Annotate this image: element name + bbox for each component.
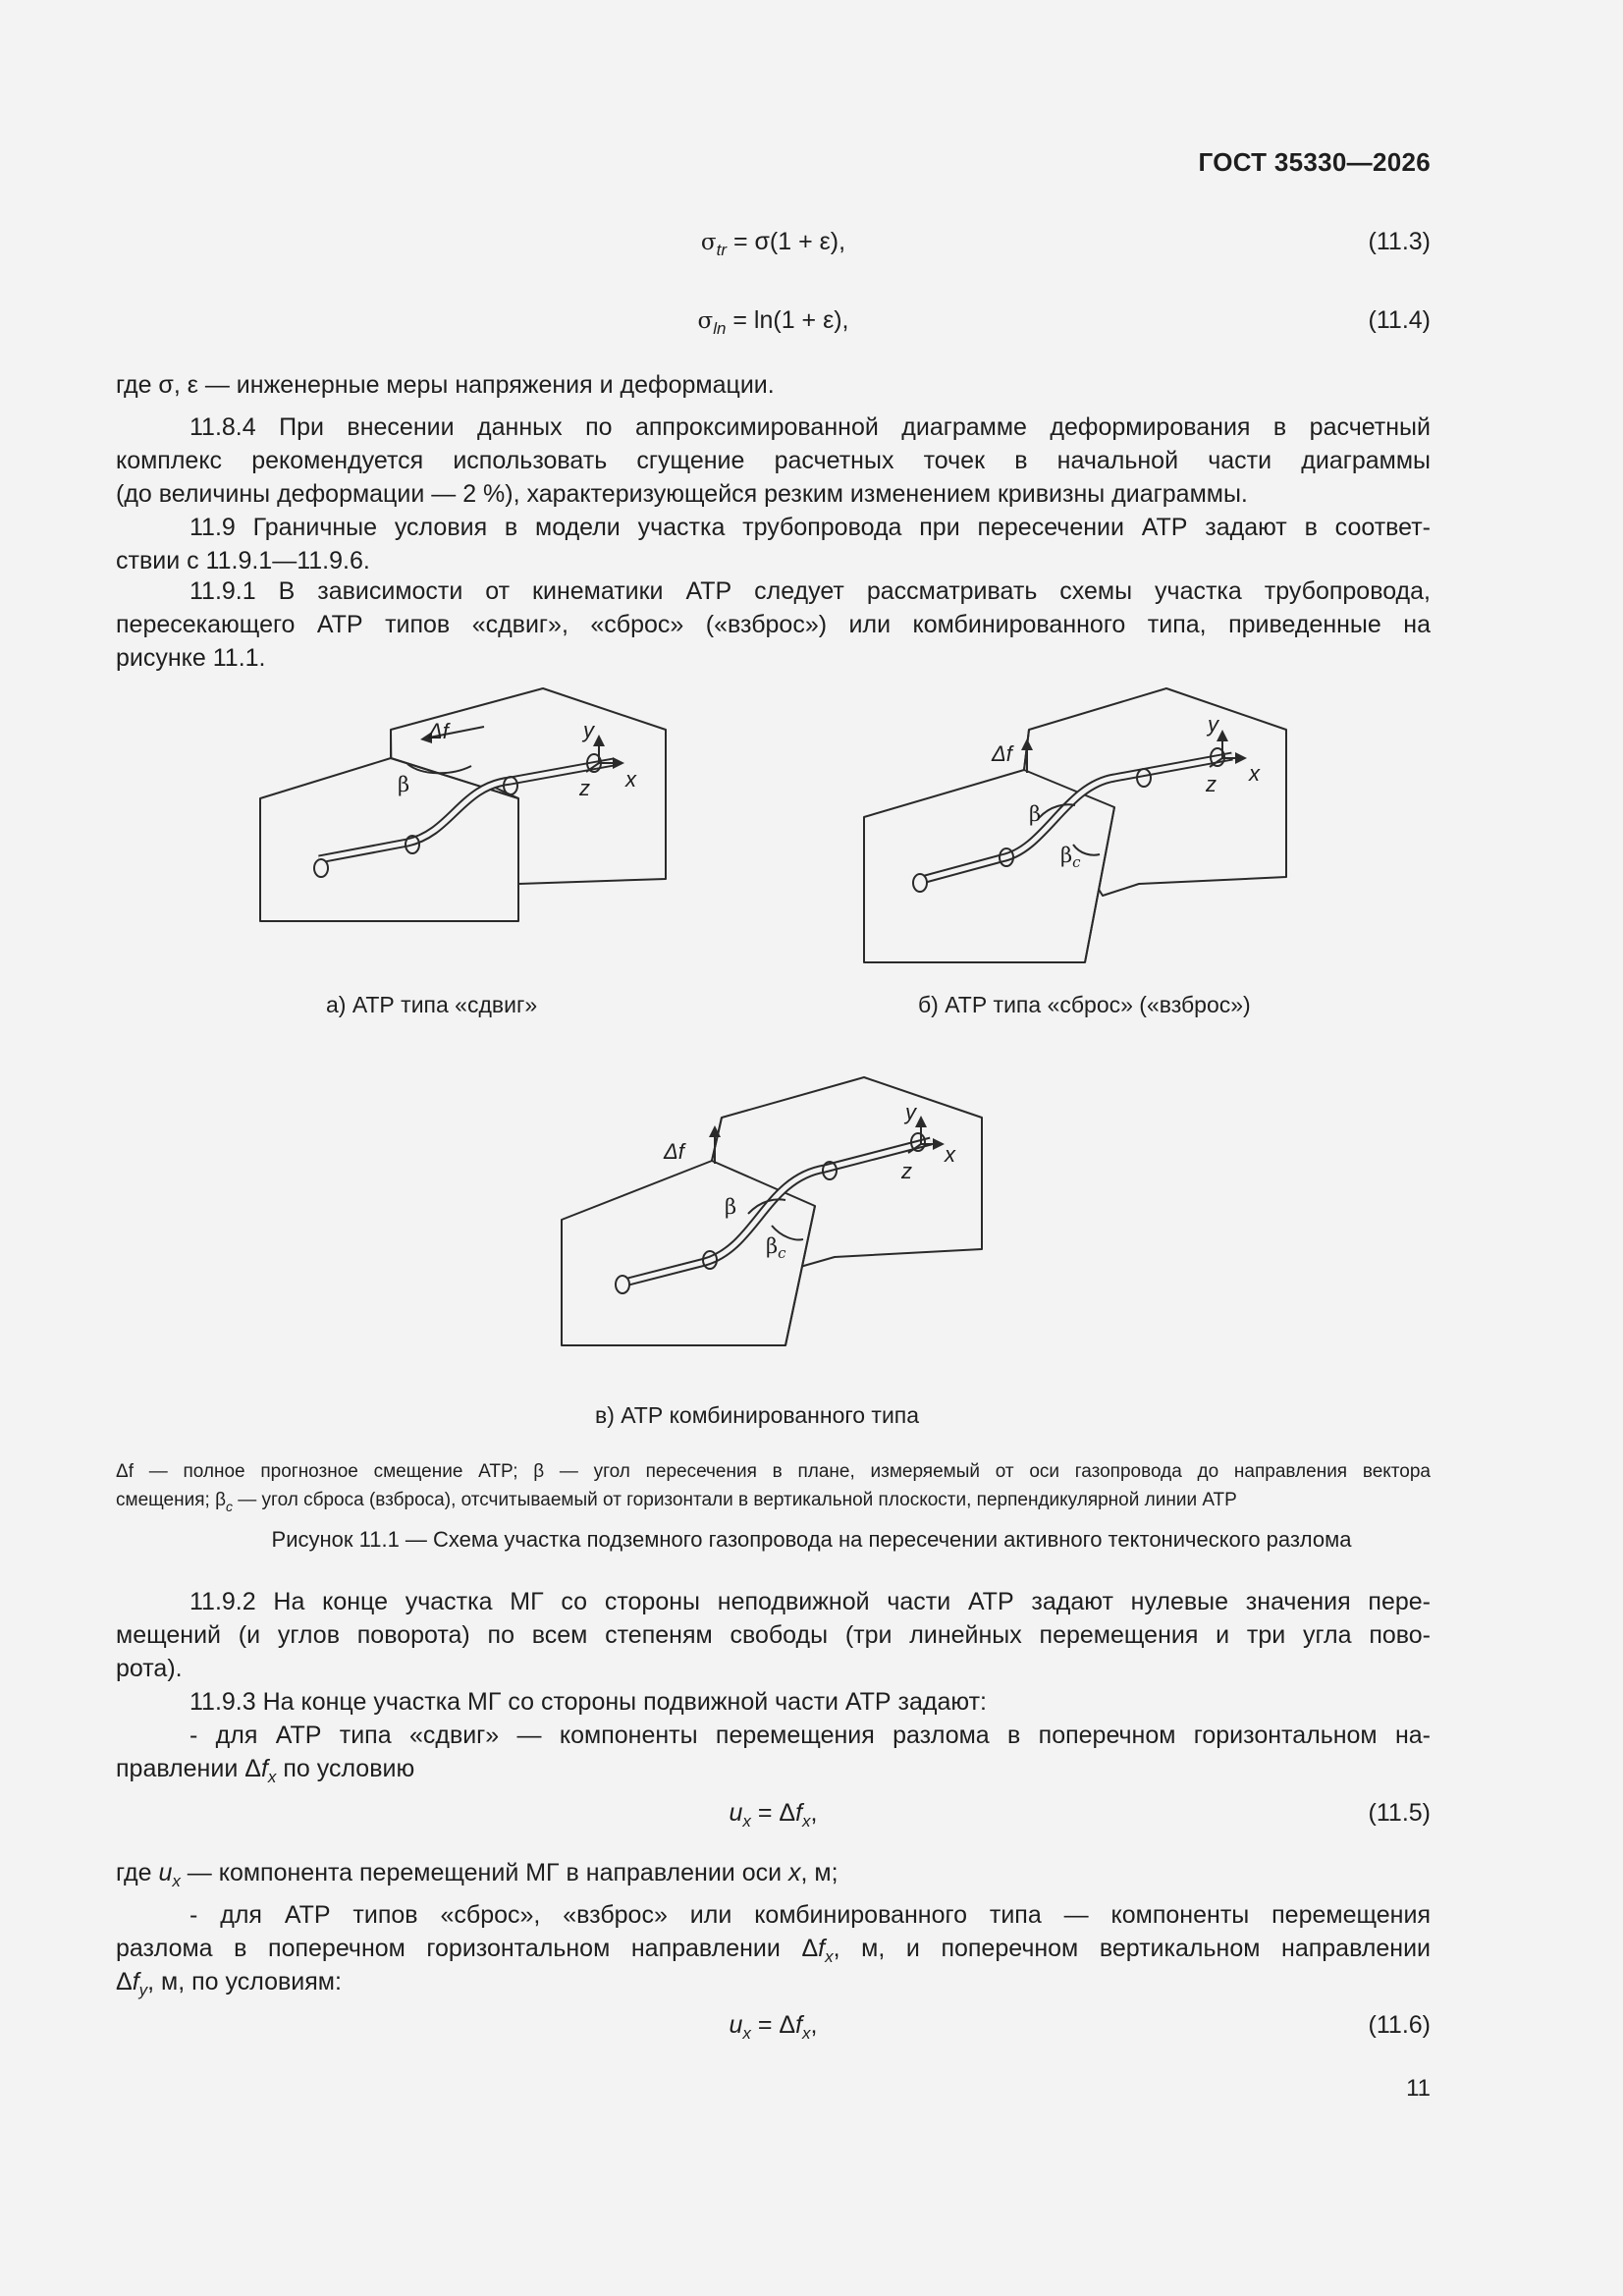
bullet-throw-types: - для АТР типов «сброс», «взброс» или комбинированного типа — компоненты перемещения разлома в поперечном горизонтальном направлении $\Delta f_x$, м, и поперечном вертикальном направлении $\Delta f_y$, м, по условиям:	[116, 1901, 1432, 1999]
caption-a: а) АТР типа «сдвиг»	[326, 992, 538, 1017]
formula-number: (11.4)	[1368, 306, 1431, 334]
diagram-b-throw	[864, 688, 1286, 962]
paragraph-11-9-3: 11.9.3 На конце участка МГ со стороны подвижной части АТР задают: - для АТР типа «сдвиг» — компоненты перемещения разлома в поперечном горизонтальном на- правлении $\Delta f_x$ по условию	[116, 1688, 1431, 1786]
label-x-c: x	[945, 1142, 955, 1167]
paragraph-11-9-2: 11.9.2 На конце участка МГ со стороны неподвижной части АТР задают нулевые значения пере- мещений (и углов поворота) по всем степеням свободы (три линейных перемещения и три угла пово- рота).	[116, 1588, 1431, 1682]
standard-header: ГОСТ 35330—2026	[1198, 147, 1431, 177]
label-x-a: x	[625, 767, 636, 792]
label-y-b: y	[1208, 712, 1218, 737]
label-y-a: y	[583, 718, 594, 742]
caption-b: б) АТР типа «сброс» («взброс»)	[918, 992, 1251, 1017]
formula-number: (11.3)	[1368, 228, 1431, 255]
paragraph-11-9: 11.9 Граничные условия в модели участка трубопровода при пересечении АТР задают в соответ- ствии с 11.9.1—11.9.6.	[116, 514, 1431, 574]
figure-legend: Δf — полное прогнозное смещение АТР; β — угол пересечения в плане, измеряемый от оси газопровода до направления вектора смещения; $\beta_c$ — угол сброса (взброса), отсчитываемый от горизонтали в вертикальной плоскости, перпендикулярной линии АТР	[116, 1461, 1431, 1514]
formula-11-3: $\sigma_{tr} = \sigma(1 + \varepsilon)$, (11.3)	[700, 228, 1431, 259]
formula-number: (11.6)	[1368, 2011, 1431, 2039]
caption-c: в) АТР комбинированного типа	[595, 1402, 920, 1428]
diagram-a-shear	[260, 688, 666, 921]
where-clause-2: где $u_x$ — компонента перемещений МГ в направлении оси x, м;	[116, 1859, 839, 1890]
label-beta-a: β	[398, 773, 410, 796]
label-z-a: z	[579, 776, 590, 800]
formula-11-4: $\sigma_{ln} = \ln(1 + \varepsilon)$, (11.4)	[697, 306, 1431, 338]
label-df-c: Δf	[664, 1139, 684, 1164]
diagram-c-combined	[562, 1077, 982, 1345]
figure-caption: Рисунок 11.1 — Схема участка подземного газопровода на пересечении активного тектонического разлома	[271, 1527, 1352, 1552]
paragraph-11-9-1: 11.9.1 В зависимости от кинематики АТР следует рассматривать схемы участка трубопровода, пересекающего АТР типов «сдвиг», «сброс» («взброс») или комбинированного типа, приведенные на рисунке 11.1.	[116, 577, 1431, 672]
label-beta-b: β	[1029, 802, 1042, 826]
label-beta-c: β	[725, 1195, 737, 1219]
paragraph-11-8-4: 11.8.4 При внесении данных по аппроксимированной диаграмме деформирования в расчетный комплекс рекомендуется использовать сгущение расчетных точек в начальной части диаграммы (до величины деформации — 2 %), характеризующейся резким изменением кривизны диаграммы.	[116, 413, 1431, 508]
page-number: 11	[1406, 2075, 1431, 2102]
label-df-a: Δf	[428, 719, 449, 743]
formula-11-6: $u_x = \Delta f_x$, (11.6)	[729, 2011, 1431, 2043]
formula-number: (11.5)	[1368, 1799, 1431, 1827]
label-z-b: z	[1206, 772, 1217, 796]
label-df-b: Δf	[992, 741, 1012, 766]
label-x-b: x	[1249, 761, 1260, 786]
label-z-c: z	[901, 1159, 912, 1183]
where-clause-1: где σ, ε — инженерные меры напряжения и деформации.	[116, 371, 775, 399]
formula-11-5: $u_x = \Delta f_x$, (11.5)	[729, 1799, 1431, 1831]
label-betac-b: $\beta_c$	[1060, 844, 1081, 871]
label-y-c: y	[905, 1100, 916, 1124]
label-betac-c: $\beta_c$	[766, 1234, 786, 1262]
